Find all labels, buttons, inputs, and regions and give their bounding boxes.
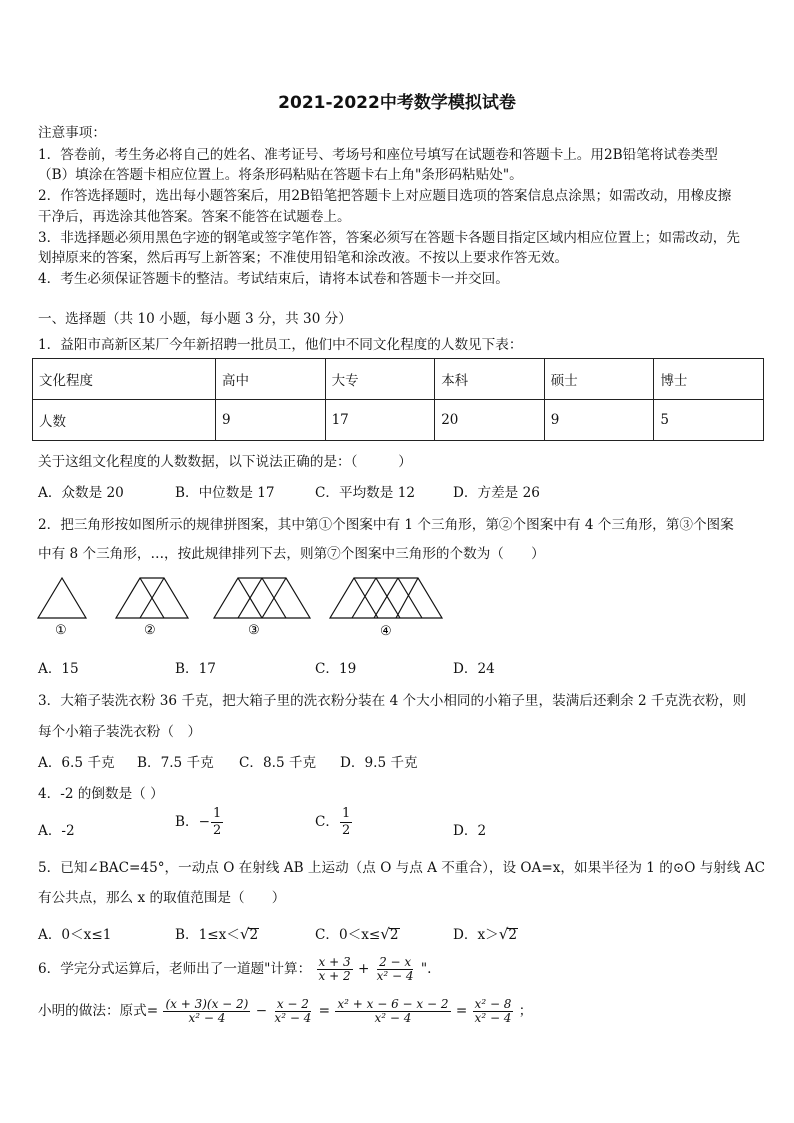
- page-title: 2021-2022中考数学模拟试卷: [278, 93, 516, 113]
- fraction: $\frac{1}{2}$: [342, 806, 351, 838]
- table-row: [33, 400, 764, 441]
- q4-option-d: D．2: [453, 823, 487, 839]
- fraction: $\frac{x - 2}{\text{x² − 4}}$: [274, 997, 312, 1025]
- q5-option-b: B．1≤x＜√2: [175, 925, 259, 943]
- q3-option-d: D．9.5 千克: [340, 755, 418, 771]
- q5-option-a: A．0＜x≤1: [38, 927, 112, 943]
- q2-option-c: C．19: [315, 661, 357, 677]
- sqrt-symbol: √: [380, 925, 390, 943]
- q2-option-b: B．17: [175, 661, 216, 677]
- table-cell: 9: [544, 400, 654, 441]
- sqrt-symbol: √: [239, 925, 250, 943]
- q4-option-b: [175, 806, 224, 839]
- table-cell: 文化程度: [33, 359, 216, 400]
- fraction: $\frac{(x + 3)(x - 2)}{\text{x² − 4}}$: [165, 997, 249, 1025]
- q6-line1: 6．学完分式运算后，老师出了一道题"计算： $\frac{x + 3}{x + 2}$ + $\frac{2 - x}{\text{x² − 4}}$ ".: [38, 955, 432, 983]
- table-cell: 大专: [325, 359, 435, 400]
- notice-line: 干净后，再选涂其他答案。答案不能答在试题卷上。: [38, 209, 351, 225]
- notice-line: 2．作答选择题时，选出每小题答案后，用2B铅笔把答题卡上对应题目选项的答案信息点涂黑；如需改动，用橡皮擦: [38, 188, 732, 204]
- q4-option-a: A．-2: [38, 823, 75, 839]
- table-cell: 17: [325, 400, 435, 441]
- notice-line: 3．非选择题必须用黑色字迹的钢笔或签字笔作答，答案必须写在答题卡各题目指定区域内相应位置上；如需改动，先: [38, 230, 740, 246]
- q1-question: 关于这组文化程度的人数数据，以下说法正确的是：（ ）: [38, 454, 412, 470]
- q4-option-b-prefix: B．−: [175, 814, 210, 830]
- table-cell: 本科: [435, 359, 545, 400]
- q1-option-d: D．方差是 26: [453, 485, 540, 501]
- fraction: $\frac{1}{2}$: [212, 806, 222, 838]
- sqrt-symbol: √: [498, 925, 509, 943]
- fraction: $\frac{2 - x}{\text{x² − 4}}$: [376, 955, 414, 983]
- table-cell: 20: [435, 400, 545, 441]
- pattern-label-1: ①: [55, 623, 67, 638]
- q6-line2: 小明的做法：原式= $\frac{(x + 3)(x - 2)}{\text{x² − 4}}$ − $\frac{x - 2}{\text{x² − 4}}$ = $\frac{\text{x² + x − 6 − x − 2}}{\text{x² − 4}}$ = $\frac{\text{x² − 8}}{\text{x² − 4}}$ ；: [38, 997, 533, 1025]
- q5-line2: 有公共点，那么 x 的取值范围是（ ）: [38, 890, 286, 906]
- pattern-3-shape: [214, 578, 310, 618]
- q1-option-c: C．平均数是 12: [315, 485, 415, 501]
- q4-option-c: [315, 806, 353, 839]
- pattern-label-3: ③: [248, 623, 260, 638]
- table-cell: 人数: [33, 400, 216, 441]
- q5-option-c: C．0＜x≤√2: [315, 925, 399, 943]
- fraction: $\frac{\text{x² + x − 6 − x − 2}}{\text{x² − 4}}$: [337, 997, 449, 1025]
- pattern-1-shape: [38, 578, 86, 618]
- table-cell: 9: [216, 400, 326, 441]
- section-heading: 一、选择题（共 10 小题，每小题 3 分，共 30 分）: [38, 311, 352, 327]
- q3-line1: 3．大箱子装洗衣粉 36 千克，把大箱子里的洗衣粉分装在 4 个大小相同的小箱子里，装满后还剩余 2 千克洗衣粉，则: [38, 693, 747, 709]
- pattern-label-2: ②: [144, 623, 156, 638]
- q1-option-b: B．中位数是 17: [175, 485, 275, 501]
- q4-option-c-prefix: C．: [315, 814, 339, 830]
- q3-option-b: B．7.5 千克: [137, 755, 214, 771]
- q3-option-c: C．8.5 千克: [239, 755, 317, 771]
- table-cell: 5: [654, 400, 764, 441]
- q3-line2: 每个小箱子装洗衣粉（ ）: [38, 724, 202, 740]
- q2-option-a: A．15: [38, 661, 79, 677]
- table-cell: 硕士: [544, 359, 654, 400]
- q2-line2: 中有 8 个三角形，…，按此规律排列下去，则第⑦个图案中三角形的个数为（ ）: [38, 546, 545, 562]
- fraction: $\frac{\text{x² − 8}}{\text{x² − 4}}$: [474, 997, 512, 1025]
- q5-line1: 5．已知∠BAC=45°，一动点 O 在射线 AB 上运动（点 O 与点 A 不重合），设 OA=x，如果半径为 1 的⊙O 与射线 AC: [38, 860, 766, 876]
- q2-line1: 2．把三角形按如图所示的规律拼图案，其中第①个图案中有 1 个三角形，第②个图案中有 4 个三角形，第③个图案: [38, 517, 734, 533]
- notice-line: 4．考生必须保证答题卡的整洁。考试结束后，请将本试卷和答题卡一并交回。: [38, 271, 509, 287]
- notice-line: 1．答卷前，考生务必将自己的姓名、准考证号、考场号和座位号填写在试题卷和答题卡上。用2B铅笔将试卷类型: [38, 147, 718, 163]
- notice-heading: 注意事项：: [38, 125, 106, 141]
- table-row: [33, 359, 764, 400]
- notice-line: 划掉原来的答案，然后再写上新答案；不准使用铅笔和涂改液。不按以上要求作答无效。: [38, 250, 569, 266]
- q2-option-d: D．24: [453, 661, 495, 677]
- q1-option-a: A．众数是 20: [38, 485, 124, 501]
- q4-stem: 4．-2 的倒数是（ ）: [38, 786, 164, 802]
- education-table: [32, 358, 764, 441]
- q3-option-a: A．6.5 千克: [38, 755, 115, 771]
- triangle-pattern-figure: [30, 572, 460, 644]
- table-cell: 高中: [216, 359, 326, 400]
- pattern-label-4: ④: [380, 624, 392, 639]
- notice-line: （B）填涂在答题卡相应位置上。将条形码粘贴在答题卡右上角"条形码粘贴处"。: [38, 167, 523, 183]
- table-cell: 博士: [654, 359, 764, 400]
- q1-stem: 1．益阳市高新区某厂今年新招聘一批员工，他们中不同文化程度的人数见下表：: [38, 337, 523, 353]
- fraction: $\frac{x + 3}{x + 2}$: [318, 955, 351, 983]
- q5-option-d: D．x＞√2: [453, 925, 517, 943]
